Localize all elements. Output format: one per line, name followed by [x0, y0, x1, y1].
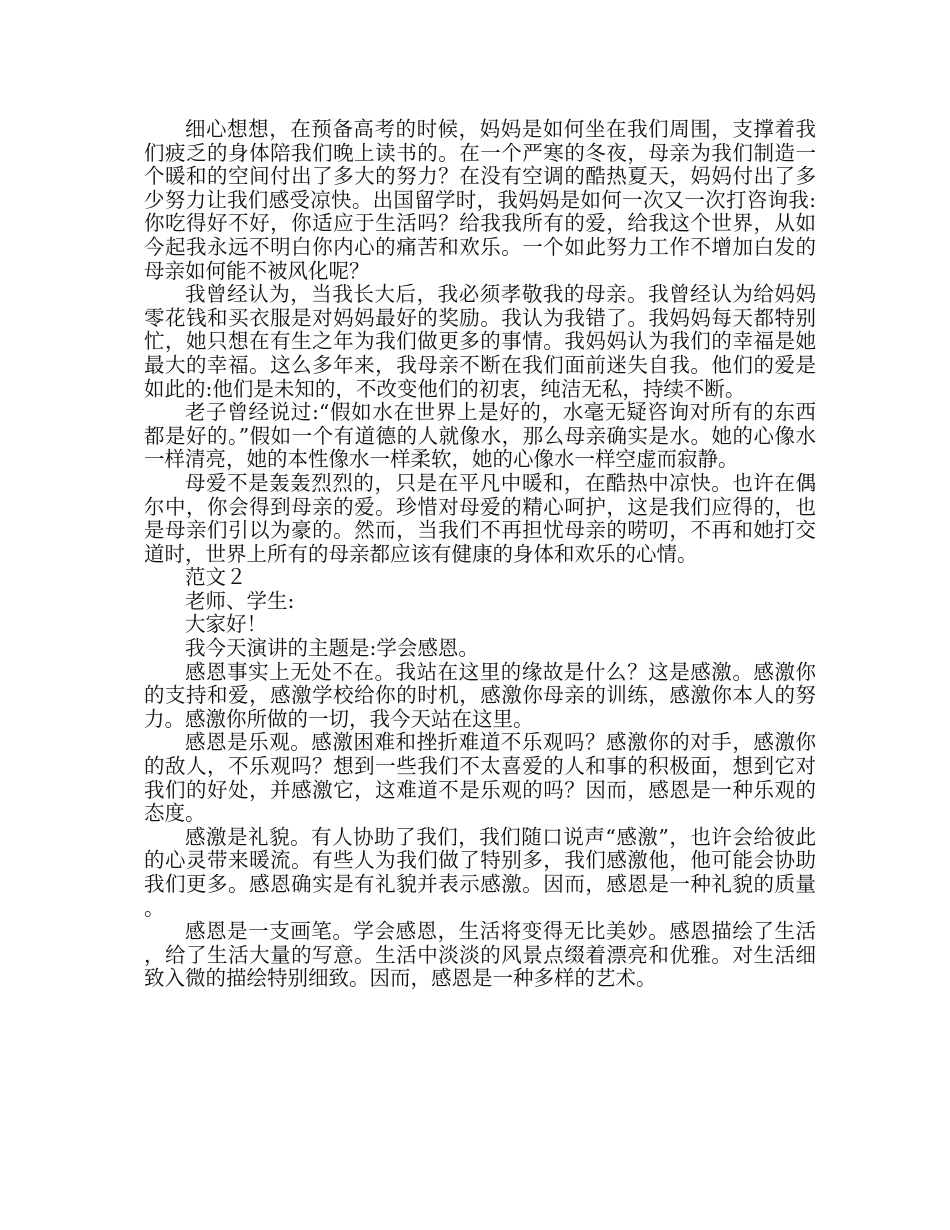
document-body [144, 118, 816, 991]
salutation-teachers-students: 老师、学生: [185, 588, 295, 613]
paragraph-gratitude-courtesy: 感激是礼貌。有人协助了我们，我们随口说声“感激”，也许会给彼此的心灵带来暖流。有些人为我们做了特别多，我们感激他，他可能会协助我们更多。感恩确实是有礼貌并表示感激。因而，感恩是一种礼貌的质量。 [144, 824, 816, 920]
greeting-hello-everyone: 大家好！ [185, 612, 267, 637]
paragraph-gratitude-optimism: 感恩是乐观。感激困难和挫折难道不乐观吗？感激你的对手，感激你的敌人，不乐观吗？想到一些我们不太喜爱的人和事的积极面，想到它对我们的好处，并感激它，这难道不是乐观的吗？因而，感恩是一种乐观的态度。 [144, 730, 816, 826]
paragraph-gratitude-paintbrush: 感恩是一支画笔。学会感恩，生活将变得无比美妙。感恩描绘了生活，给了生活大量的写意。生活中淡淡的风景点缀着漂亮和优雅。对生活细致入微的描绘特别细致。因而，感恩是一种多样的艺术。 [144, 919, 816, 991]
paragraph-laozi-water: 老子曾经说过:“假如水在世界上是好的，水毫无疑咨询对所有的东西都是好的。”假如一个有道德的人就像水，那么母亲确实是水。她的心像水一样清亮，她的本性像水一样柔软，她的心像水一样空虚而寂静。 [144, 400, 816, 472]
paragraph-gratitude-everywhere: 感恩事实上无处不在。我站在这里的缘故是什么？这是感激。感激你的支持和爱，感激学校给你的时机，感激你母亲的训练，感激你本人的努力。感激你所做的一切，我今天站在这里。 [144, 659, 816, 731]
paragraph-mother-care: 细心想想，在预备高考的时候，妈妈是如何坐在我们周围，支撑着我们疲乏的身体陪我们晚上读书的。在一个严寒的冬夜，母亲为我们制造一个暖和的空间付出了多大的努力？在没有空调的酷热夏天，妈妈付出了多少努力让我们感受凉快。出国留学时，我妈妈是如何一次又一次打咨询我:你吃得好不好，你适应于生活吗？给我我所有的爱，给我这个世界，从如今起我永远不明白你内心的痛苦和欢乐。一个如此努力工作不增加白发的母亲如何能不被风化呢？ [144, 117, 816, 283]
paragraph-filial-piety: 我曾经认为，当我长大后，我必须孝敬我的母亲。我曾经认为给妈妈零花钱和买衣服是对妈妈最好的奖励。我认为我错了。我妈妈每天都特别忙，她只想在有生之年为我们做更多的事情。我妈妈认为我们的幸福是她最大的幸福。这么多年来，我母亲不断在我们面前迷失自我。他们的爱是如此的:他们是未知的，不改变他们的初衷，纯洁无私，持续不断。 [144, 282, 816, 401]
speech-topic: 我今天演讲的主题是:学会感恩。 [185, 636, 479, 661]
paragraph-mother-love: 母爱不是轰轰烈烈的，只是在平凡中暖和，在酷热中凉快。也许在偶尔中，你会得到母亲的爱。珍惜对母爱的精心呵护，这是我们应得的，也是母亲们引以为豪的。然而，当我们不再担忧母亲的唠叨，不再和她打交道时，世界上所有的母亲都应该有健康的身体和欢乐的心情。 [144, 470, 816, 566]
section-heading-sample-2: 范文２ [185, 565, 247, 590]
